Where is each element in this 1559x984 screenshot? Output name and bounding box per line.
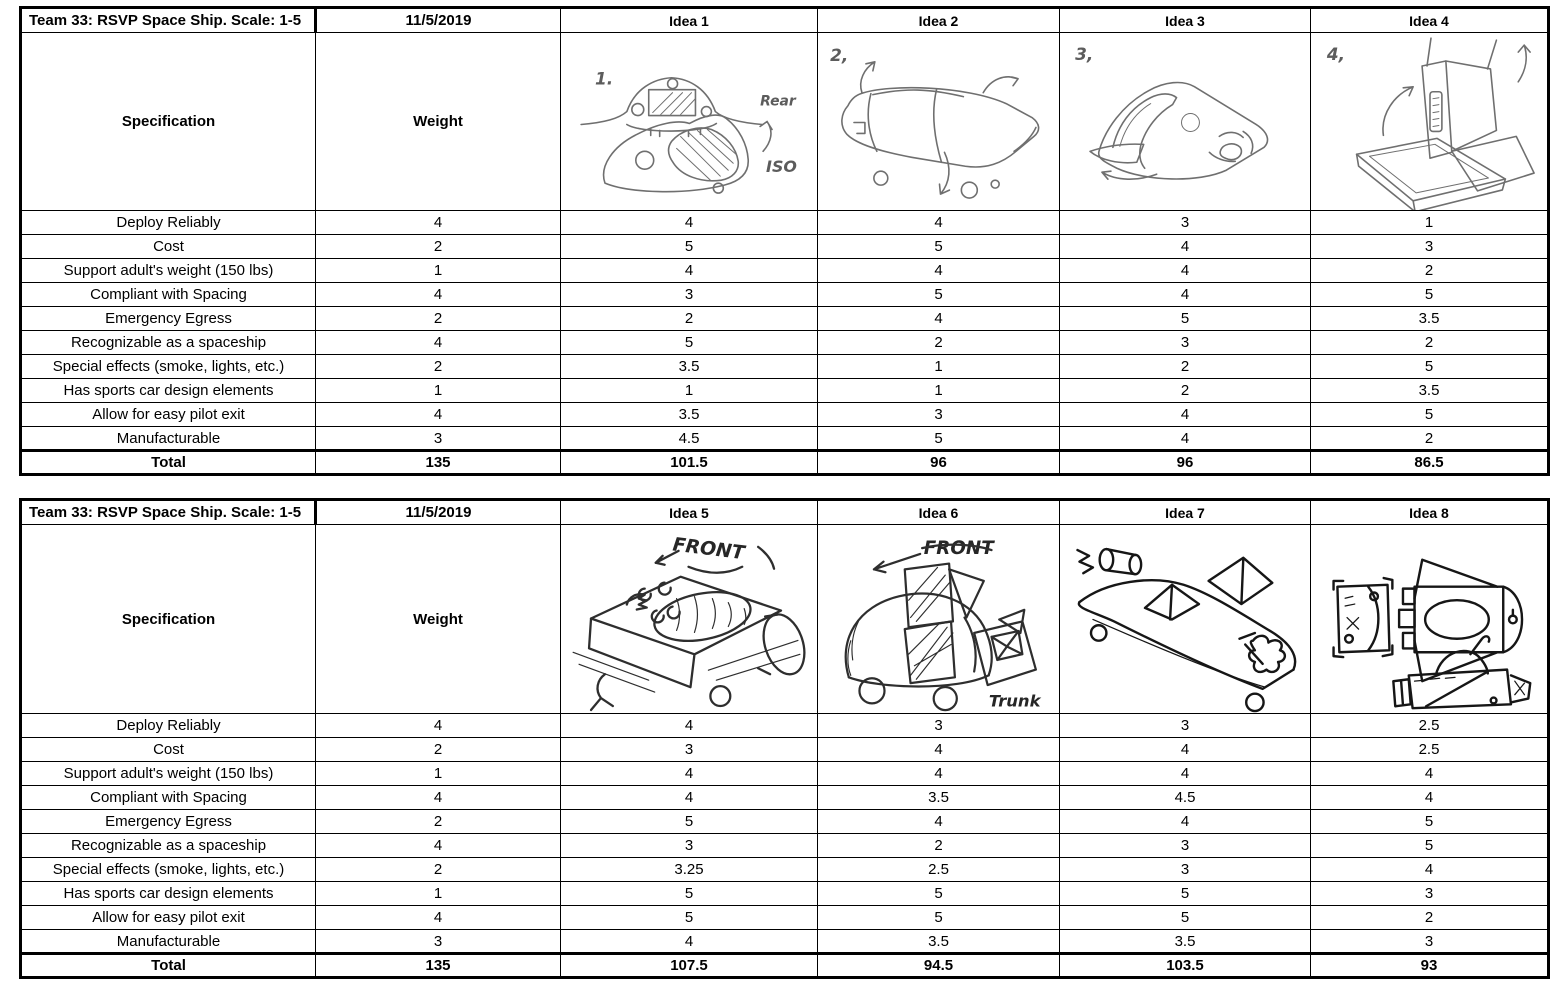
weight-cell: 4 (316, 714, 561, 738)
header-row (21, 500, 1549, 525)
spec-label-cell: Manufacturable (21, 930, 316, 954)
score-cell: 5 (1311, 403, 1549, 427)
score-cell: 4 (818, 307, 1060, 331)
score-cell: 4 (1311, 786, 1549, 810)
idea-7-sketch (1060, 525, 1310, 713)
score-cell: 3.5 (818, 930, 1060, 954)
spec-label-cell: Compliant with Spacing (21, 283, 316, 307)
score-cell: 5 (818, 906, 1060, 930)
score-cell: 3 (1060, 331, 1311, 355)
specification-header: Specification (21, 33, 316, 211)
score-cell: 4 (818, 259, 1060, 283)
spec-row (21, 355, 1549, 379)
idea-5-header: Idea 5 (561, 500, 818, 525)
score-cell: 5 (818, 427, 1060, 451)
spec-label-cell: Recognizable as a spaceship (21, 834, 316, 858)
spec-row (21, 403, 1549, 427)
total-score-cell: 96 (818, 451, 1060, 475)
spec-row (21, 331, 1549, 355)
spec-label-cell: Deploy Reliably (21, 714, 316, 738)
total-score-cell: 107.5 (561, 954, 818, 978)
score-cell: 5 (561, 882, 818, 906)
score-cell: 2 (1311, 906, 1549, 930)
weight-cell: 2 (316, 235, 561, 259)
sketch-label: FRONT (671, 533, 746, 565)
score-cell: 5 (1060, 882, 1311, 906)
score-cell: 4 (1311, 858, 1549, 882)
weight-cell: 3 (316, 930, 561, 954)
score-cell: 4 (818, 738, 1060, 762)
score-cell: 4 (818, 211, 1060, 235)
spec-label-cell: Cost (21, 235, 316, 259)
score-cell: 4 (1060, 427, 1311, 451)
total-score-cell: 86.5 (1311, 451, 1549, 475)
score-cell: 3.5 (561, 403, 818, 427)
idea-6-sketch (818, 525, 1059, 713)
spec-label-cell: Cost (21, 738, 316, 762)
score-cell: 3 (1060, 834, 1311, 858)
idea-5-sketch-cell (561, 525, 818, 714)
weight-cell: 4 (316, 211, 561, 235)
weight-header: Weight (316, 33, 561, 211)
sketch-row (21, 33, 1549, 211)
score-cell: 5 (1060, 906, 1311, 930)
idea-2-header: Idea 2 (818, 8, 1060, 33)
idea-5-sketch (561, 525, 817, 713)
spec-label-cell: Support adult's weight (150 lbs) (21, 762, 316, 786)
sketch-label: Trunk (988, 691, 1041, 711)
score-cell: 5 (561, 331, 818, 355)
weight-cell: 1 (316, 259, 561, 283)
score-cell: 3.5 (1311, 307, 1549, 331)
total-score-cell: 96 (1060, 451, 1311, 475)
spec-row (21, 211, 1549, 235)
spec-label-cell: Emergency Egress (21, 307, 316, 331)
weight-cell: 1 (316, 379, 561, 403)
score-cell: 3 (561, 738, 818, 762)
score-cell: 3 (1311, 930, 1549, 954)
weight-cell: 1 (316, 762, 561, 786)
sketch-label: 4, (1326, 44, 1345, 65)
spec-label-cell: Has sports car design elements (21, 882, 316, 906)
idea-1-header: Idea 1 (561, 8, 818, 33)
score-cell: 5 (1311, 283, 1549, 307)
score-cell: 2 (818, 331, 1060, 355)
spec-row (21, 283, 1549, 307)
total-row (21, 954, 1549, 978)
score-cell: 4 (818, 810, 1060, 834)
idea-3-sketch (1060, 33, 1310, 210)
spec-row (21, 834, 1549, 858)
sketch-row (21, 525, 1549, 714)
spec-label-cell: Special effects (smoke, lights, etc.) (21, 858, 316, 882)
weight-cell: 2 (316, 858, 561, 882)
spec-label-cell: Allow for easy pilot exit (21, 906, 316, 930)
score-cell: 1 (1311, 211, 1549, 235)
weight-cell: 2 (316, 355, 561, 379)
score-cell: 5 (1311, 355, 1549, 379)
score-cell: 4 (1060, 259, 1311, 283)
score-cell: 3.5 (1060, 930, 1311, 954)
specification-header: Specification (21, 525, 316, 714)
spec-row (21, 235, 1549, 259)
score-cell: 4 (1060, 738, 1311, 762)
car-body (846, 564, 1036, 711)
iso-arrow (760, 122, 772, 152)
idea-2-sketch-cell (818, 33, 1060, 211)
total-score-cell: 93 (1311, 954, 1549, 978)
flip-arrow-left (1383, 87, 1413, 136)
spec-row (21, 762, 1549, 786)
top-view (1399, 560, 1522, 681)
spec-row (21, 930, 1549, 954)
score-cell: 5 (561, 810, 818, 834)
spec-row (21, 858, 1549, 882)
weight-cell: 4 (316, 906, 561, 930)
idea-3-sketch-cell (1060, 33, 1311, 211)
idea-4-sketch (1311, 33, 1547, 210)
score-cell: 3.25 (561, 858, 818, 882)
score-cell: 5 (818, 235, 1060, 259)
spec-row (21, 810, 1549, 834)
sketch-label: FRONT (923, 537, 994, 559)
total-row (21, 451, 1549, 475)
box-ship (573, 577, 811, 710)
score-cell: 1 (561, 379, 818, 403)
total-label-cell: Total (21, 954, 316, 978)
score-cell: 3 (1060, 858, 1311, 882)
weight-cell: 4 (316, 786, 561, 810)
weight-cell: 2 (316, 738, 561, 762)
score-cell: 4 (818, 762, 1060, 786)
idea-8-sketch-cell (1311, 525, 1549, 714)
score-cell: 2 (1311, 331, 1549, 355)
score-cell: 5 (818, 882, 1060, 906)
weight-cell: 4 (316, 403, 561, 427)
total-weight-cell: 135 (316, 954, 561, 978)
iso-view (604, 115, 749, 193)
score-cell: 5 (561, 906, 818, 930)
spec-row (21, 738, 1549, 762)
weight-cell: 1 (316, 882, 561, 906)
score-cell: 4 (561, 930, 818, 954)
table-title: Team 33: RSVP Space Ship. Scale: 1-5 (21, 8, 316, 33)
score-cell: 2.5 (1311, 738, 1549, 762)
score-cell: 5 (1311, 810, 1549, 834)
score-cell: 3 (818, 403, 1060, 427)
idea-7-header: Idea 7 (1060, 500, 1311, 525)
idea-6-header: Idea 6 (818, 500, 1060, 525)
spec-row (21, 307, 1549, 331)
spec-row (21, 882, 1549, 906)
decision-matrix-ideas-5-8 (19, 498, 1550, 979)
spec-label-cell: Manufacturable (21, 427, 316, 451)
flip-arrow-left (861, 62, 875, 93)
score-cell: 4 (561, 786, 818, 810)
weight-cell: 2 (316, 810, 561, 834)
score-cell: 3 (1060, 714, 1311, 738)
total-score-cell: 101.5 (561, 451, 818, 475)
idea-4-sketch-cell (1311, 33, 1549, 211)
spec-label-cell: Compliant with Spacing (21, 786, 316, 810)
sketch-label: 3, (1075, 43, 1094, 64)
spec-label-cell: Special effects (smoke, lights, etc.) (21, 355, 316, 379)
decision-matrix-ideas-1-4 (19, 6, 1550, 476)
weight-cell: 4 (316, 283, 561, 307)
score-cell: 4 (561, 714, 818, 738)
score-cell: 4 (1060, 283, 1311, 307)
idea-1-sketch (561, 33, 817, 210)
score-cell: 1 (818, 355, 1060, 379)
header-row (21, 8, 1549, 33)
spec-row (21, 714, 1549, 738)
score-cell: 2 (1311, 259, 1549, 283)
weight-cell: 4 (316, 834, 561, 858)
score-cell: 5 (818, 283, 1060, 307)
score-cell: 2 (561, 307, 818, 331)
score-cell: 5 (1311, 834, 1549, 858)
score-cell: 3.5 (818, 786, 1060, 810)
total-weight-cell: 135 (316, 451, 561, 475)
score-cell: 3.5 (1311, 379, 1549, 403)
weight-cell: 2 (316, 307, 561, 331)
spec-label-cell: Emergency Egress (21, 810, 316, 834)
sled-body (1078, 549, 1296, 711)
total-label-cell: Total (21, 451, 316, 475)
idea-8-sketch (1311, 525, 1547, 713)
score-cell: 3 (1311, 882, 1549, 906)
idea-3-header: Idea 3 (1060, 8, 1311, 33)
idea-4-header: Idea 4 (1311, 8, 1549, 33)
idea-7-sketch-cell (1060, 525, 1311, 714)
capsule-body (842, 88, 1039, 198)
score-cell: 2.5 (1311, 714, 1549, 738)
score-cell: 3 (818, 714, 1060, 738)
table-title: Team 33: RSVP Space Ship. Scale: 1-5 (21, 500, 316, 525)
table-date: 11/5/2019 (316, 500, 561, 525)
score-cell: 4 (561, 211, 818, 235)
spec-label-cell: Deploy Reliably (21, 211, 316, 235)
sketch-label: Rear (760, 93, 796, 110)
flip-arrow-right (983, 77, 1018, 93)
score-cell: 4 (561, 259, 818, 283)
score-cell: 3.5 (561, 355, 818, 379)
score-cell: 4 (1311, 762, 1549, 786)
flip-arrow-top (1518, 45, 1530, 82)
score-cell: 4 (1060, 810, 1311, 834)
sketch-label: ISO (766, 157, 797, 177)
score-cell: 4.5 (1060, 786, 1311, 810)
sketch-label: 2, (830, 44, 849, 65)
score-cell: 3 (561, 834, 818, 858)
rear-view (1334, 578, 1393, 657)
score-cell: 4 (1060, 762, 1311, 786)
score-cell: 3 (561, 283, 818, 307)
score-cell: 2 (1060, 379, 1311, 403)
score-cell: 2 (818, 834, 1060, 858)
spec-label-cell: Allow for easy pilot exit (21, 403, 316, 427)
spec-row (21, 786, 1549, 810)
weight-header: Weight (316, 525, 561, 714)
spec-label-cell: Support adult's weight (150 lbs) (21, 259, 316, 283)
wedge-body (1090, 83, 1267, 179)
table-date: 11/5/2019 (316, 8, 561, 33)
idea-6-sketch-cell (818, 525, 1060, 714)
idea-8-header: Idea 8 (1311, 500, 1549, 525)
spec-row (21, 379, 1549, 403)
spec-label-cell: Has sports car design elements (21, 379, 316, 403)
score-cell: 3 (1311, 235, 1549, 259)
total-score-cell: 94.5 (818, 954, 1060, 978)
spec-label-cell: Recognizable as a spaceship (21, 331, 316, 355)
score-cell: 4 (1060, 235, 1311, 259)
score-cell: 5 (561, 235, 818, 259)
score-cell: 2 (1060, 355, 1311, 379)
weight-cell: 3 (316, 427, 561, 451)
total-score-cell: 103.5 (1060, 954, 1311, 978)
sketch-label: 1. (595, 68, 614, 89)
score-cell: 3 (1060, 211, 1311, 235)
score-cell: 5 (1060, 307, 1311, 331)
score-cell: 4 (561, 762, 818, 786)
spec-row (21, 259, 1549, 283)
spec-row (21, 906, 1549, 930)
score-cell: 2 (1311, 427, 1549, 451)
score-cell: 1 (818, 379, 1060, 403)
idea-1-sketch-cell (561, 33, 818, 211)
score-cell: 2.5 (818, 858, 1060, 882)
score-cell: 4 (1060, 403, 1311, 427)
idea-2-sketch (818, 33, 1059, 210)
spec-row (21, 427, 1549, 451)
weight-cell: 4 (316, 331, 561, 355)
score-cell: 4.5 (561, 427, 818, 451)
